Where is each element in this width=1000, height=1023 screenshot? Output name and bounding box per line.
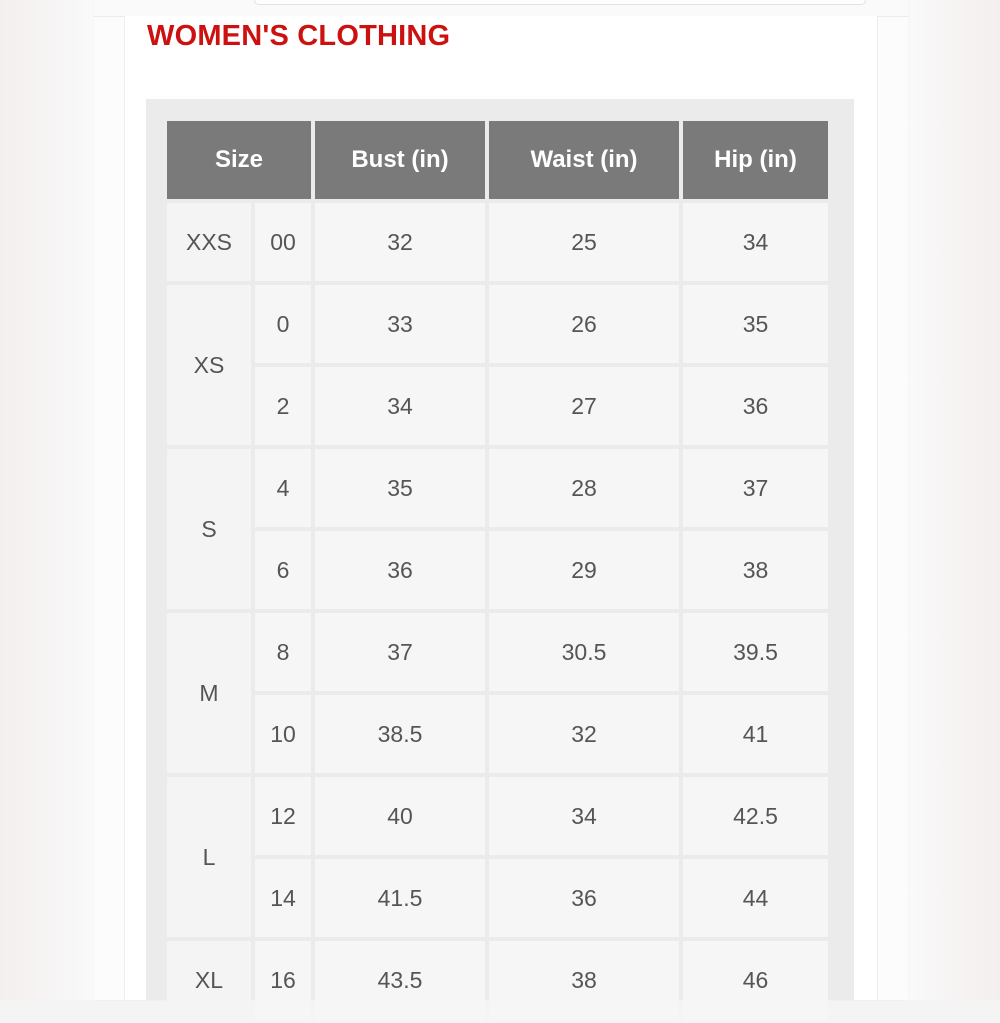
hip-value: 39.5 <box>683 613 828 691</box>
bust-value: 35 <box>315 449 485 527</box>
waist-value: 34 <box>489 777 679 855</box>
size-label: S <box>167 449 251 609</box>
hip-value: 44 <box>683 859 828 937</box>
hip-value: 34 <box>683 203 828 281</box>
waist-value: 38 <box>489 941 679 1019</box>
waist-value: 26 <box>489 285 679 363</box>
size-label: XS <box>167 285 251 445</box>
numeric-size: 16 <box>255 941 311 1019</box>
header-hip: Hip (in) <box>683 121 828 199</box>
numeric-size: 8 <box>255 613 311 691</box>
waist-value: 36 <box>489 859 679 937</box>
table-row <box>167 203 828 281</box>
numeric-size: 00 <box>255 203 311 281</box>
hip-value: 36 <box>683 367 828 445</box>
hip-value: 37 <box>683 449 828 527</box>
hip-value: 41 <box>683 695 828 773</box>
hip-value: 42.5 <box>683 777 828 855</box>
waist-value: 25 <box>489 203 679 281</box>
header-row <box>167 121 828 199</box>
size-label: XL <box>167 941 251 1019</box>
bust-value: 40 <box>315 777 485 855</box>
numeric-size: 0 <box>255 285 311 363</box>
size-label: XXS <box>167 203 251 281</box>
bust-value: 33 <box>315 285 485 363</box>
table-row <box>167 777 828 855</box>
waist-value: 28 <box>489 449 679 527</box>
table-row <box>167 285 828 363</box>
numeric-size: 14 <box>255 859 311 937</box>
numeric-size: 6 <box>255 531 311 609</box>
numeric-size: 4 <box>255 449 311 527</box>
bust-value: 34 <box>315 367 485 445</box>
table-row <box>167 859 828 937</box>
table-row <box>167 449 828 527</box>
search-bar-edge <box>254 0 866 5</box>
header-waist: Waist (in) <box>489 121 679 199</box>
waist-value: 32 <box>489 695 679 773</box>
table-row <box>167 367 828 445</box>
bust-value: 32 <box>315 203 485 281</box>
waist-value: 27 <box>489 367 679 445</box>
size-label: L <box>167 777 251 937</box>
numeric-size: 12 <box>255 777 311 855</box>
size-label: M <box>167 613 251 773</box>
hip-value: 46 <box>683 941 828 1019</box>
waist-value: 30.5 <box>489 613 679 691</box>
bust-value: 41.5 <box>315 859 485 937</box>
header-size: Size <box>167 121 311 199</box>
table-row <box>167 613 828 691</box>
section-title: WOMEN'S CLOTHING <box>147 20 451 52</box>
table-row <box>167 941 828 1019</box>
size-chart-table <box>163 117 832 1023</box>
bust-value: 43.5 <box>315 941 485 1019</box>
header-bust: Bust (in) <box>315 121 485 199</box>
table-row <box>167 531 828 609</box>
hip-value: 38 <box>683 531 828 609</box>
top-bar <box>94 0 908 17</box>
numeric-size: 10 <box>255 695 311 773</box>
waist-value: 29 <box>489 531 679 609</box>
bust-value: 38.5 <box>315 695 485 773</box>
bust-value: 36 <box>315 531 485 609</box>
table-row <box>167 695 828 773</box>
numeric-size: 2 <box>255 367 311 445</box>
bust-value: 37 <box>315 613 485 691</box>
hip-value: 35 <box>683 285 828 363</box>
